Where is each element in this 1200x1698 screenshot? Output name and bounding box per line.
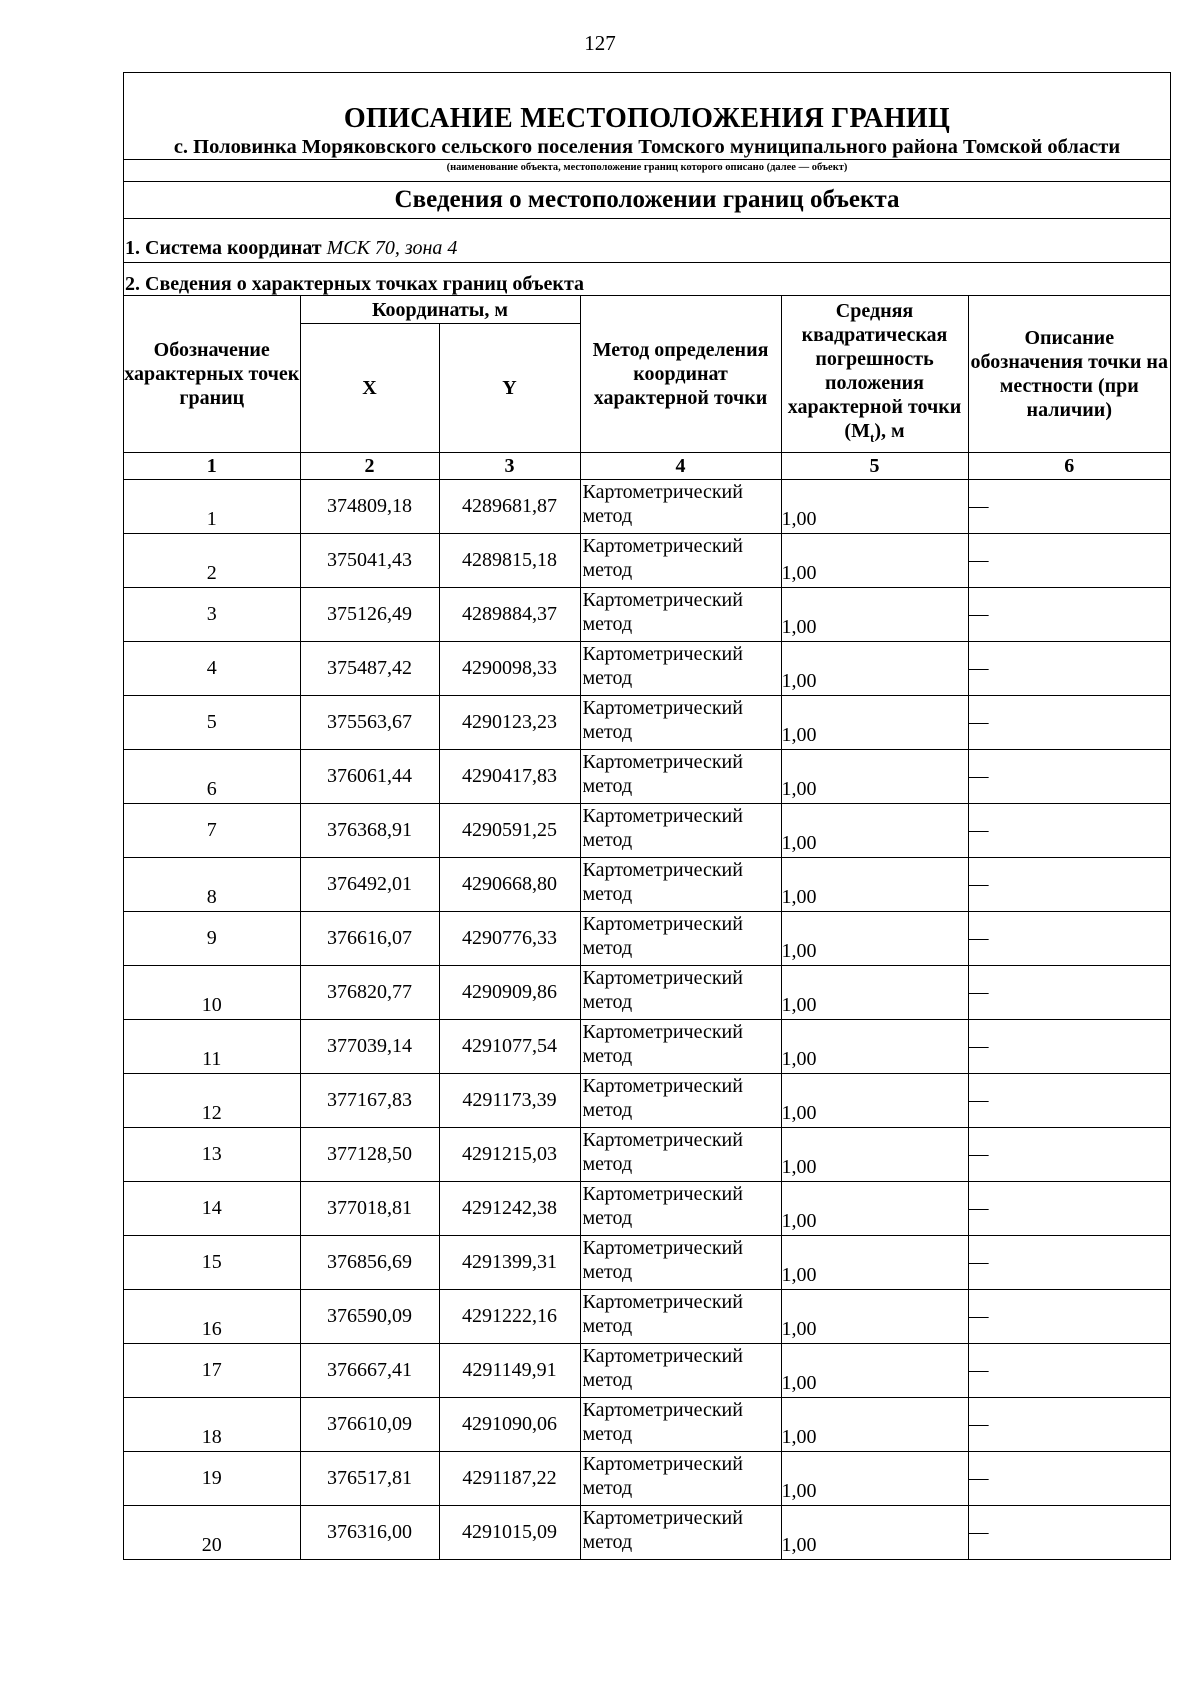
coordinate-y: 4290591,25 — [439, 804, 580, 858]
header-error — [781, 296, 968, 453]
column-number: 3 — [439, 453, 580, 480]
point-number: 4 — [124, 642, 300, 696]
coordinate-x: 377128,50 — [300, 1128, 439, 1182]
coordinate-x: 377167,83 — [300, 1074, 439, 1128]
error-value: 1,00 — [781, 1074, 968, 1128]
coordinate-system-label: 1. Система координат — [125, 237, 322, 259]
column-number: 4 — [580, 453, 781, 480]
point-description: — — [968, 588, 1170, 642]
point-number: 6 — [124, 750, 300, 804]
coordinate-x: 376856,69 — [300, 1236, 439, 1290]
method: Картометрический метод — [580, 966, 781, 1020]
coordinate-y: 4290123,23 — [439, 696, 580, 750]
header-coordinates: Координаты, м — [300, 296, 580, 324]
point-description: — — [968, 1236, 1170, 1290]
table-row — [124, 642, 1170, 696]
object-caption: (наименование объекта, местоположение границ которого описано (далее — объект) — [446, 162, 848, 173]
coordinate-y: 4290098,33 — [439, 642, 580, 696]
method: Картометрический метод — [580, 1506, 781, 1560]
coordinate-y: 4291187,22 — [439, 1452, 580, 1506]
coordinate-y: 4289884,37 — [439, 588, 580, 642]
coordinate-x: 375126,49 — [300, 588, 439, 642]
point-description: — — [968, 1344, 1170, 1398]
table-row — [124, 696, 1170, 750]
coordinate-x: 376316,00 — [300, 1506, 439, 1560]
point-description: — — [968, 1074, 1170, 1128]
method: Картометрический метод — [580, 1398, 781, 1452]
point-description: — — [968, 750, 1170, 804]
coordinate-x: 375041,43 — [300, 534, 439, 588]
column-number: 5 — [781, 453, 968, 480]
table-row — [124, 1128, 1170, 1182]
point-description: — — [968, 696, 1170, 750]
coordinate-y: 4291173,39 — [439, 1074, 580, 1128]
method: Картометрический метод — [580, 1074, 781, 1128]
table-row — [124, 1452, 1170, 1506]
coordinate-system — [124, 219, 1170, 263]
method: Картометрический метод — [580, 1344, 781, 1398]
coordinate-x: 375563,67 — [300, 696, 439, 750]
header-x: X — [300, 324, 439, 453]
section-title: Сведения о местоположении границ объекта — [124, 182, 1170, 219]
coordinate-x: 376667,41 — [300, 1344, 439, 1398]
error-value: 1,00 — [781, 1344, 968, 1398]
table-row — [124, 1506, 1170, 1560]
points-table — [124, 295, 1170, 1559]
table-row — [124, 1290, 1170, 1344]
coordinate-x: 376517,81 — [300, 1452, 439, 1506]
coordinate-y: 4291149,91 — [439, 1344, 580, 1398]
method: Картометрический метод — [580, 1182, 781, 1236]
boundary-description-form — [123, 72, 1171, 1560]
header-method: Метод определения координат характерной точки — [580, 296, 781, 453]
table-row — [124, 966, 1170, 1020]
coordinate-y: 4289681,87 — [439, 480, 580, 534]
page-number: 127 — [584, 31, 616, 55]
point-description: — — [968, 1020, 1170, 1074]
method: Картометрический метод — [580, 588, 781, 642]
point-description: — — [968, 858, 1170, 912]
header-y: Y — [439, 324, 580, 453]
point-number: 1 — [124, 480, 300, 534]
header-error-text: Средняя квадратическая погрешность положения характерной точки $(M_t)$, м — [787, 299, 962, 445]
error-value: 1,00 — [781, 480, 968, 534]
error-value: 1,00 — [781, 1020, 968, 1074]
method: Картометрический метод — [580, 534, 781, 588]
column-number-row — [124, 453, 1170, 480]
point-description: — — [968, 1506, 1170, 1560]
title-block — [124, 73, 1170, 182]
point-description: — — [968, 912, 1170, 966]
point-description: — — [968, 1452, 1170, 1506]
error-value: 1,00 — [781, 1290, 968, 1344]
error-value: 1,00 — [781, 804, 968, 858]
point-description: — — [968, 1398, 1170, 1452]
point-description: — — [968, 966, 1170, 1020]
coordinate-y: 4291090,06 — [439, 1398, 580, 1452]
error-value: 1,00 — [781, 966, 968, 1020]
column-number: 1 — [124, 453, 300, 480]
point-number: 20 — [124, 1506, 300, 1560]
error-value: 1,00 — [781, 1506, 968, 1560]
error-value: 1,00 — [781, 534, 968, 588]
coordinate-y: 4291222,16 — [439, 1290, 580, 1344]
point-number: 10 — [124, 966, 300, 1020]
coordinate-y: 4291077,54 — [439, 1020, 580, 1074]
point-description: — — [968, 1290, 1170, 1344]
table-row — [124, 804, 1170, 858]
document-title: ОПИСАНИЕ МЕСТОПОЛОЖЕНИЯ ГРАНИЦ — [343, 103, 951, 134]
table-row — [124, 750, 1170, 804]
object-caption-line — [124, 159, 1170, 175]
table-row — [124, 480, 1170, 534]
coordinate-y: 4290668,80 — [439, 858, 580, 912]
method: Картометрический метод — [580, 1452, 781, 1506]
coordinate-y: 4290776,33 — [439, 912, 580, 966]
method: Картометрический метод — [580, 912, 781, 966]
error-value: 1,00 — [781, 696, 968, 750]
coordinate-system-value: МСК 70, зона 4 — [326, 237, 458, 259]
points-table-body — [124, 480, 1170, 1560]
method: Картометрический метод — [580, 1020, 781, 1074]
header-description: Описание обозначения точки на местности (при наличии) — [968, 296, 1170, 453]
coordinate-x: 376610,09 — [300, 1398, 439, 1452]
point-number: 17 — [124, 1344, 300, 1398]
object-name: с. Половинка Моряковского сельского поселения Томского муниципального района Томской области — [173, 136, 1121, 158]
coordinate-y: 4291242,38 — [439, 1182, 580, 1236]
coordinate-x: 374809,18 — [300, 480, 439, 534]
coordinate-x: 376061,44 — [300, 750, 439, 804]
coordinate-x: 376616,07 — [300, 912, 439, 966]
method: Картометрический метод — [580, 642, 781, 696]
point-number: 15 — [124, 1236, 300, 1290]
point-number: 8 — [124, 858, 300, 912]
point-description: — — [968, 1182, 1170, 1236]
coordinate-x: 377018,81 — [300, 1182, 439, 1236]
point-number: 5 — [124, 696, 300, 750]
point-number: 2 — [124, 534, 300, 588]
column-number: 2 — [300, 453, 439, 480]
coordinate-x: 376590,09 — [300, 1290, 439, 1344]
method: Картометрический метод — [580, 1236, 781, 1290]
error-value: 1,00 — [781, 858, 968, 912]
point-description: — — [968, 480, 1170, 534]
point-number: 3 — [124, 588, 300, 642]
coordinate-y: 4290909,86 — [439, 966, 580, 1020]
point-number: 19 — [124, 1452, 300, 1506]
point-description: — — [968, 534, 1170, 588]
method: Картометрический метод — [580, 696, 781, 750]
table-row — [124, 588, 1170, 642]
point-number: 18 — [124, 1398, 300, 1452]
method: Картометрический метод — [580, 804, 781, 858]
coordinate-y: 4290417,83 — [439, 750, 580, 804]
header-point-designation: Обозначение характерных точек границ — [124, 296, 300, 453]
coordinate-x: 376492,01 — [300, 858, 439, 912]
error-value: 1,00 — [781, 750, 968, 804]
points-heading: 2. Сведения о характерных точках границ объекта — [125, 273, 585, 295]
coordinate-x: 376368,91 — [300, 804, 439, 858]
column-number: 6 — [968, 453, 1170, 480]
point-description: — — [968, 804, 1170, 858]
error-value: 1,00 — [781, 1182, 968, 1236]
table-row — [124, 1074, 1170, 1128]
point-number: 11 — [124, 1020, 300, 1074]
error-value: 1,00 — [781, 588, 968, 642]
coordinate-y: 4291215,03 — [439, 1128, 580, 1182]
error-value: 1,00 — [781, 1128, 968, 1182]
method: Картометрический метод — [580, 480, 781, 534]
point-number: 12 — [124, 1074, 300, 1128]
point-number: 13 — [124, 1128, 300, 1182]
point-description: — — [968, 1128, 1170, 1182]
coordinate-y: 4291015,09 — [439, 1506, 580, 1560]
table-row — [124, 1236, 1170, 1290]
point-number: 14 — [124, 1182, 300, 1236]
coordinate-y: 4289815,18 — [439, 534, 580, 588]
coordinate-x: 377039,14 — [300, 1020, 439, 1074]
error-value: 1,00 — [781, 912, 968, 966]
error-value: 1,00 — [781, 1452, 968, 1506]
table-row — [124, 1398, 1170, 1452]
table-row — [124, 1182, 1170, 1236]
point-number: 7 — [124, 804, 300, 858]
coordinate-x: 376820,77 — [300, 966, 439, 1020]
error-value: 1,00 — [781, 1236, 968, 1290]
coordinate-y: 4291399,31 — [439, 1236, 580, 1290]
point-description: — — [968, 642, 1170, 696]
point-number: 16 — [124, 1290, 300, 1344]
point-number: 9 — [124, 912, 300, 966]
method: Картометрический метод — [580, 858, 781, 912]
method: Картометрический метод — [580, 1290, 781, 1344]
method: Картометрический метод — [580, 750, 781, 804]
coordinate-x: 375487,42 — [300, 642, 439, 696]
table-row — [124, 912, 1170, 966]
table-row — [124, 1344, 1170, 1398]
table-row — [124, 1020, 1170, 1074]
table-row — [124, 534, 1170, 588]
method: Картометрический метод — [580, 1128, 781, 1182]
error-value: 1,00 — [781, 642, 968, 696]
error-value: 1,00 — [781, 1398, 968, 1452]
table-row — [124, 858, 1170, 912]
